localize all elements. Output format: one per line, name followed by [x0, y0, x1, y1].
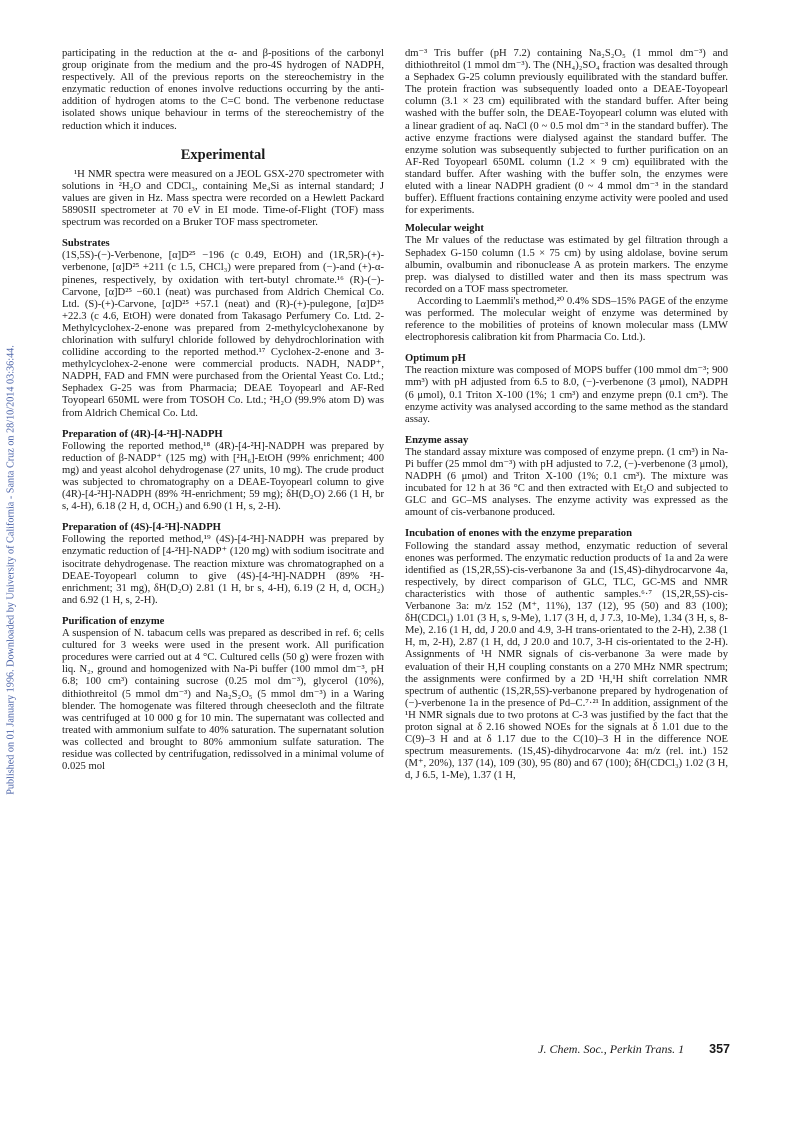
substrates-paragraph: (1S,5S)-(−)-Verbenone, [α]D²⁵ −196 (c 0.49, EtOH) and (1R,5R)-(+)-verbenone, [α]D²⁵ +211 (c 1.5, CHCl₃) were prepared from (−)-and (+)-α-pinenes, respectively, by oxidation with tert-butyl chromate.¹⁶ (R)-(−)-Carvone, [α]D²⁵ −60.1 (neat) was purchased from Aldrich Chemical Co. Ltd. (S)-(+)-Carvone, [α]D²⁵ +57.1 (neat) and (R)-(+)-pulegone, [α]D²⁵ +22.3 (c 4.6, EtOH) were donated from Takasago Perfumery Co. Ltd. 2-Methylcyclohex-2-enone was prepared from 2-methylcyclohexanone by chlorination with sulfuryl chloride followed by dehydrochlorination with collidine according to the reported method.¹⁷ Cyclohex-2-enone and 3-methylcyclohex-2-enone were commercial products. NADH, NADP⁺, NADPH, FAD and FMN were purchased from the Oriental Yeast Co. Ltd.; Sephadex G-25 was from Pharmacia; DEAE Toyopearl and AF-Red Toyopearl 650ML were from TOSOH Co. Ltd.; ²H₂O (99.9% atom D) was from Aldrich Chemical Co. Ltd.: [62, 250, 384, 419]
optimum-ph-paragraph: The reaction mixture was composed of MOPS buffer (100 mmol dm⁻³; 900 mm³) with pH adjusted from 6.5 to 8.0, (−)-verbenone (3 μmol), NADPH (6 μmol), 0.1 Triton X-100 (1%; 1 cm³) and enzyme prepn (0.1 cm³). The enzyme activity was analysed according to the same method as the standard assay.: [405, 365, 728, 425]
molecular-weight-heading: Molecular weight: [405, 223, 484, 235]
purification-heading: Purification of enzyme: [62, 615, 165, 627]
prep-4s-heading: Preparation of (4S)-[4-²H]-NADPH: [62, 522, 221, 534]
journal-name: J. Chem. Soc., Perkin Trans. 1: [538, 1042, 685, 1056]
molecular-weight-paragraph-2: According to Laemmli's method,²⁰ 0.4% SDS–15% PAGE of the enzyme was performed. The molecular weight of enzyme was determined by reference to the mobilities of proteins of known molecular mass (LMW electrophoresis calibration kit from Pharmacia Co. Ltd.).: [405, 295, 728, 344]
experimental-heading: Experimental: [180, 146, 266, 163]
intro-paragraph: participating in the reduction at the α- and β-positions of the carbonyl group originate from the medium and the pro-4S hydrogen of NADPH, respectively. All of the previous reports on the stereochemistry in the enzymatic reduction of enones involve reductions occurring by the anti-addition of hydrogen atoms to the C=C bond. The verbenone reductase isolated shows unique behaviour in terms of the stereochemistry of the reduction which it induces.: [62, 48, 384, 132]
right-column: [405, 48, 728, 782]
enzyme-assay-heading: Enzyme assay: [405, 434, 469, 446]
incubation-paragraph: Following the standard assay method, enzymatic reduction of several enones was performed. The enzymatic reduction products of 1a and 2a were identified as (1S,2R,5S)-cis-verbanone 3a and (1S,4S)-dihydrocarvone 4a, respectively, by direct comparison of GLC, TLC, GC-MS and NMR characteristics with those of authentic samples.⁶·⁷ (1S,2R,5S)-cis-Verbanone 3a: m/z 152 (M⁺, 11%), 137 (12), 95 (50) and 83 (100); δH(CDCl₃) 1.01 (3 H, s, 9-Me), 1.17 (3 H, d, J 7.3, 10-Me), 1.34 (3 H, s, 8-Me), 2.16 (1 H, dd, J 20.0 and 4.9, 3-H trans-orientated to the 2-H), 2.38 (1 H, m, 2-H), 2.87 (1 H, dd, J 20.0 and 10.7, 3-H cis-orientated to the 2-H). Assignments of ¹H NMR signals of cis-verbanone 3a were made by evaluation of their H,H coupling constants on a 270 MHz NMR spectrum; the assignments were confirmed by a 2D ¹H,¹H shift correlation NMR spectrum of authentic (1S,2R,5S)-verbanone prepared by hydrogenation of (−)-verbenone 1a in the presence of Pd–C.⁷·²¹ In addition, assignment of the ¹H NMR signals due to two protons at C-3 was justified by the fact that the proton signal at δ 2.16 showed NOEs for the signals at δ 1.01 due to the C(9)–3 H and at δ 1.17 due to the C(10)–3 H in the difference NOE spectrum measurements. (1S,4S)-dihydrocarvone 4a: m/z (rel. int.) 152 (M⁺, 20%), 137 (14), 109 (30), 95 (80) and 67 (100); δH(CDCl₃) 1.02 (3 H, d, J 6.5, 1-Me), 1.37 (1 H,: [405, 540, 728, 782]
optimum-ph-heading: Optimum pH: [405, 353, 466, 365]
prep-4r-paragraph: Following the reported method,¹⁸ (4R)-[4-²H]-NADPH was prepared by reduction of β-NADP⁺ (125 mg) with [²H₆]-EtOH (99% enrichment; 400 mg) and yeast alcohol dehydrogenase (27 units, 10 mg). The crude product was subjected to chromatography on a DEAE-Toyopearl column to give (4R)-[4-²H]-NADPH (89% ²H-enrichment; 59 mg); δH(D₂O) 2.66 (1 H, br s, 4-H), 6.18 (2 H, d, OCH₂) and 6.90 (1 H, s, 2-H).: [62, 440, 384, 513]
page-footer: [470, 1042, 730, 1057]
incubation-heading: Incubation of enones with the enzyme preparation: [405, 528, 632, 540]
prep-4s-paragraph: Following the reported method,¹⁹ (4S)-[4-²H]-NADPH was prepared by enzymatic reduction of [4-²H]-NADP⁺ (120 mg) with sodium isocitrate and isocitrate dehydrogenase. The reaction mixture was chromatographed on a DEAE-Toyopearl column to give (4S)-[4-²H]-NADPH (89% ²H-enrichment; 31 mg), δH(D₂O) 2.81 (1 H, br s, 4-H), 6.19 (2 H, d, OCH₂) and 6.92 (1 H, s, 2-H).: [62, 534, 384, 606]
left-column: [62, 48, 384, 773]
purification-continued-paragraph: dm⁻³ Tris buffer (pH 7.2) containing Na₂S₂O₅ (1 mmol dm⁻³) and dithiothreitol (1 mmol dm⁻³). The (NH₄)₂SO₄ fraction was desalted through a Sephadex G-25 column previously equilibrated with the standard buffer. The protein fraction was subsequently loaded onto a DEAE-Toyopearl column (3.1 × 23 cm) equilibrated with the standard buffer. After being washed with the buffer soln, the DEAE-Toyopearl column was eluted with a linear gradient of aq. NaCl (0 ~ 0.5 mol dm⁻³ in the standard buffer). The active enzyme fractions were dialysed against the standard buffer. The enzyme solution was subsequently subjected to further purification on an AF-Red Toyopearl 650ML column (1.2 × 9 cm) equilibrated with the standard buffer. After washing with the buffer soln, the enzymes were eluted with a linear NADPH gradient (0 ~ 4 mmol dm⁻³ in the standard buffer). Effluent fractions containing enzyme activity were pooled and used for experiments.: [405, 48, 728, 217]
molecular-weight-paragraph-1: The Mr values of the reductase was estimated by gel filtration through a Sephadex G-150 column (1.5 × 75 cm) by using aldolase, bovine serum albumin, ovalbumin and ribonuclease A as protein markers. The enzyme prep. was dialysed to distilled water and then its mass spectrum was recorded on a TOF mass spectrometer.: [405, 235, 728, 295]
purification-paragraph: A suspension of N. tabacum cells was prepared as described in ref. 6; cells cultured for 3 weeks were used in the present work. All purification procedures were carried out at 4 °C. Cultured cells (50 g) were frozen with liq. N₂, ground and homogenized with Na-Pi buffer (100 mmol dm⁻³, pH 6.8; 100 cm³) containing sucrose (0.25 mol dm⁻³), glycerol (10%), dithiothreitol (5 mmol dm⁻³) and Na₂S₂O₅ (5 mmol dm⁻³) in a Waring blender. The homogenate was filtered through cheesecloth and the filtrate was centrifuged at 10 000 g for 10 min. The supernatant was collected and treated with ammonium sulfate to 40% saturation. The supernatant solution was collected and brought to 80% ammonium sulfate saturation. The residue was collected by centrifugation, redissolved in a minimal volume of 0.025 mol: [62, 628, 384, 773]
page-number: 357: [709, 1042, 730, 1056]
enzyme-assay-paragraph: The standard assay mixture was composed of enzyme prepn. (1 cm³) in Na-Pi buffer (25 mmol dm⁻³) with pH adjusted to 7.2, (−)-verbenone (3 μmol), NADPH (6 μmol) and Triton X-100 (1%; 0.1 cm³). The mixture was incubated for 12 h at 36 °C and then extracted with Et₂O and subjected to GLC and GC–MS analyses. The enzyme activity was expressed as the amount of cis-verbanone produced.: [405, 446, 728, 519]
download-notice-text: Published on 01 January 1996. Downloaded by University of California - Santa Cruz on 28/10/2014 03:36:44.: [5, 345, 17, 795]
substrates-heading: Substrates: [62, 238, 110, 250]
download-notice-sidebar: [4, 210, 18, 930]
prep-4r-heading: Preparation of (4R)-[4-²H]-NADPH: [62, 428, 223, 440]
experimental-paragraph: ¹H NMR spectra were measured on a JEOL GSX-270 spectrometer with solutions in ²H₂O and CDCl₃, containing Me₄Si as internal standard; J values are given in Hz. Mass spectra were recorded on a Hewlett Packard 5890SII spectrometer at 70 eV in EI mode. Time-of-Flight (TOF) mass spectrum was recorded on a Bruker TOF mass spectrometer.: [62, 168, 384, 229]
